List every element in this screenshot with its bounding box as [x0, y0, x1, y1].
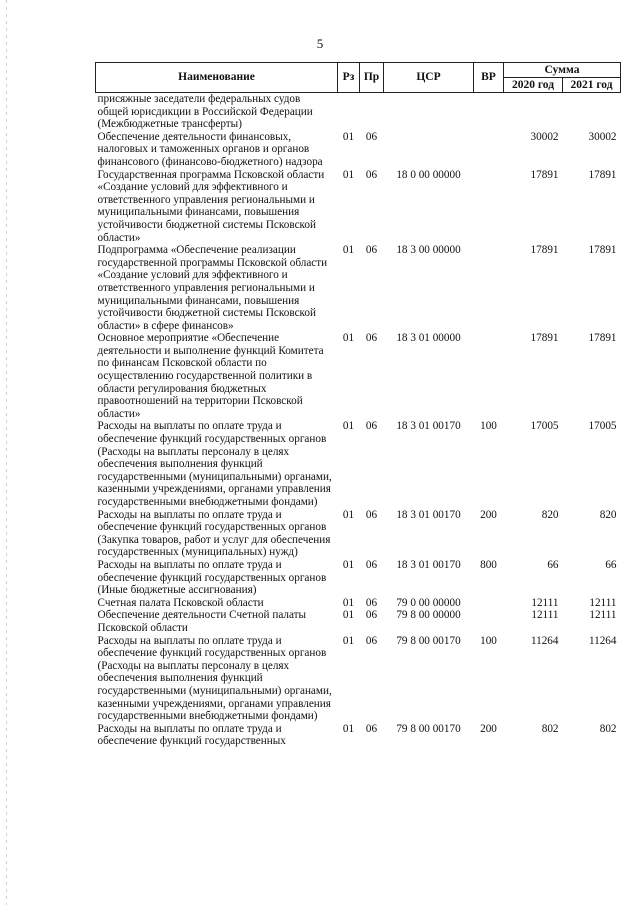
cell-name: Обеспечение деятельности финансовых, налоговых и таможенных органов и органов финансового (финансово-бюджетного) надзора [97, 130, 323, 168]
cell-vr [474, 131, 504, 169]
cell-vr: 200 [480, 508, 497, 521]
cell-sum-2021: 802 [599, 722, 617, 735]
cell-name: Счетная палата Псковской области [97, 596, 264, 609]
cell-sum-2021 [563, 93, 621, 131]
cell-pr: 06 [365, 508, 378, 521]
cell-rz: 01 [342, 558, 355, 571]
cell-vr: 800 [480, 558, 497, 571]
cell-rz: 01 [342, 596, 355, 609]
cell-csr [384, 93, 474, 131]
cell-name: Расходы на выплаты по оплате труда и обеспечение функций государственных органов (Расходы на выплаты персоналу в целях обеспечения выполнения функций государственными (муниципальными) органами, казенными учреждениями, органами управления государственными внебюджетными фондами) [97, 420, 332, 508]
cell-sum-2020: 802 [541, 722, 559, 735]
table-row [96, 723, 621, 748]
cell-sum-2020: 17891 [530, 332, 559, 345]
cell-rz [338, 93, 360, 131]
cell-csr: 18 3 01 00170 [396, 508, 461, 521]
cell-csr: 79 8 00 00000 [396, 609, 461, 622]
table-row [96, 597, 621, 610]
cell-vr [474, 609, 504, 634]
table-row [96, 509, 621, 559]
cell-pr: 06 [365, 130, 378, 143]
cell-csr: 18 3 01 00000 [396, 332, 461, 345]
header-rz: Рз [338, 63, 360, 93]
table-row [96, 609, 621, 634]
header-pr: Пр [360, 63, 384, 93]
cell-rz: 01 [342, 508, 355, 521]
header-year-2021: 2021 год [563, 78, 621, 93]
header-vr: ВР [474, 63, 504, 93]
cell-sum-2020: 12111 [531, 596, 559, 609]
cell-sum-2020: 30002 [530, 130, 559, 143]
cell-sum-2021: 66 [605, 558, 617, 571]
cell-sum-2021: 12111 [589, 596, 617, 609]
cell-csr: 79 8 00 00170 [396, 722, 461, 735]
cell-name: присяжные заседатели федеральных судов общей юрисдикции в Российской Федерации (Межбюджетные трансферты) [97, 93, 313, 131]
cell-sum-2020: 17891 [530, 168, 559, 181]
cell-csr: 79 8 00 00170 [396, 634, 461, 647]
table-row [96, 332, 621, 420]
page-number: 5 [316, 36, 324, 51]
table-row [96, 420, 621, 508]
cell-csr [384, 131, 474, 169]
cell-name: Обеспечение деятельности Счетной палаты Псковской области [97, 609, 307, 634]
header-csr: ЦСР [384, 63, 474, 93]
cell-pr: 06 [365, 332, 378, 345]
header-name: Наименование [96, 63, 338, 93]
cell-vr: 200 [480, 722, 497, 735]
cell-pr: 06 [365, 244, 378, 257]
cell-vr [474, 597, 504, 610]
cell-name: Подпрограмма «Обеспечение реализации государственной программы Псковской области «Создание условий для эффективного и ответственного управления региональными и муниципальными финансами, повышения устойчивости бюджетной системы Псковской области» в сфере финансов» [97, 244, 328, 332]
cell-name: Основное мероприятие «Обеспечение деятельности и выполнение функций Комитета по финансам Псковской области по осуществлению государственной политики в области регулирования бюджетных правоотношений на территории Псковской области» [97, 332, 324, 420]
cell-rz: 01 [342, 634, 355, 647]
cell-vr: 100 [480, 634, 497, 647]
cell-csr: 18 3 00 00000 [396, 244, 461, 257]
cell-csr: 79 0 00 00000 [396, 596, 461, 609]
cell-csr: 18 0 00 00000 [396, 168, 461, 181]
cell-rz: 01 [342, 130, 355, 143]
table-row [96, 559, 621, 597]
cell-vr [474, 244, 504, 332]
table-row [96, 93, 621, 131]
cell-pr: 06 [365, 168, 378, 181]
cell-name: Расходы на выплаты по оплате труда и обеспечение функций государственных [97, 722, 286, 748]
cell-csr: 18 3 01 00170 [396, 558, 461, 571]
cell-sum-2020: 17891 [530, 244, 559, 257]
cell-rz: 01 [342, 722, 355, 735]
cell-vr [474, 169, 504, 245]
table-row [96, 635, 621, 723]
cell-sum-2021: 12111 [589, 609, 617, 622]
table-row [96, 169, 621, 245]
cell-name: Расходы на выплаты по оплате труда и обеспечение функций государственных органов (Иные бюджетные ассигнования) [97, 558, 327, 597]
cell-sum-2020: 66 [547, 558, 559, 571]
cell-sum-2021: 17891 [588, 332, 617, 345]
cell-pr [360, 93, 384, 131]
cell-sum-2021: 11264 [588, 634, 617, 647]
cell-pr: 06 [365, 420, 378, 433]
cell-pr: 06 [365, 558, 378, 571]
cell-sum-2020: 820 [541, 508, 559, 521]
cell-name: Расходы на выплаты по оплате труда и обеспечение функций государственных органов (Закупка товаров, работ и услуг для обеспечения государственных (муниципальных) нужд) [97, 508, 331, 559]
cell-pr: 06 [365, 722, 378, 735]
header-year-2020: 2020 год [504, 78, 563, 93]
cell-sum-2021: 17005 [588, 420, 617, 433]
cell-sum-2020 [504, 93, 563, 131]
cell-name: Расходы на выплаты по оплате труда и обеспечение функций государственных органов (Расходы на выплаты персоналу в целях обеспечения выполнения функций государственными (муниципальными) органами, казенными учреждениями, органами управления государственными внебюджетными фондами) [97, 634, 332, 723]
cell-pr: 06 [365, 609, 378, 622]
header-sum: Сумма [504, 63, 621, 78]
cell-rz: 01 [342, 168, 355, 181]
scan-edge-marks [6, 0, 7, 905]
cell-sum-2021: 30002 [588, 130, 617, 143]
cell-rz: 01 [342, 332, 355, 345]
cell-sum-2021: 17891 [588, 244, 617, 257]
cell-rz: 01 [342, 420, 355, 433]
cell-pr: 06 [365, 634, 378, 647]
cell-vr [474, 332, 504, 420]
cell-vr: 100 [480, 420, 497, 433]
cell-pr: 06 [365, 596, 378, 609]
cell-vr [474, 93, 504, 131]
cell-sum-2021: 17891 [588, 168, 617, 181]
cell-sum-2021: 820 [599, 508, 617, 521]
cell-sum-2020: 12111 [531, 609, 559, 622]
budget-table [95, 62, 621, 748]
cell-sum-2020: 11264 [530, 634, 559, 647]
cell-rz: 01 [342, 244, 355, 257]
cell-csr: 18 3 01 00170 [396, 420, 461, 433]
cell-sum-2020: 17005 [530, 420, 559, 433]
cell-name: Государственная программа Псковской области «Создание условий для эффективного и ответственного управления региональными и муниципальными финансами, повышения устойчивости бюджетной системы Псковской области» [97, 168, 325, 244]
table-row [96, 131, 621, 169]
cell-rz: 01 [342, 609, 355, 622]
table-row [96, 244, 621, 332]
